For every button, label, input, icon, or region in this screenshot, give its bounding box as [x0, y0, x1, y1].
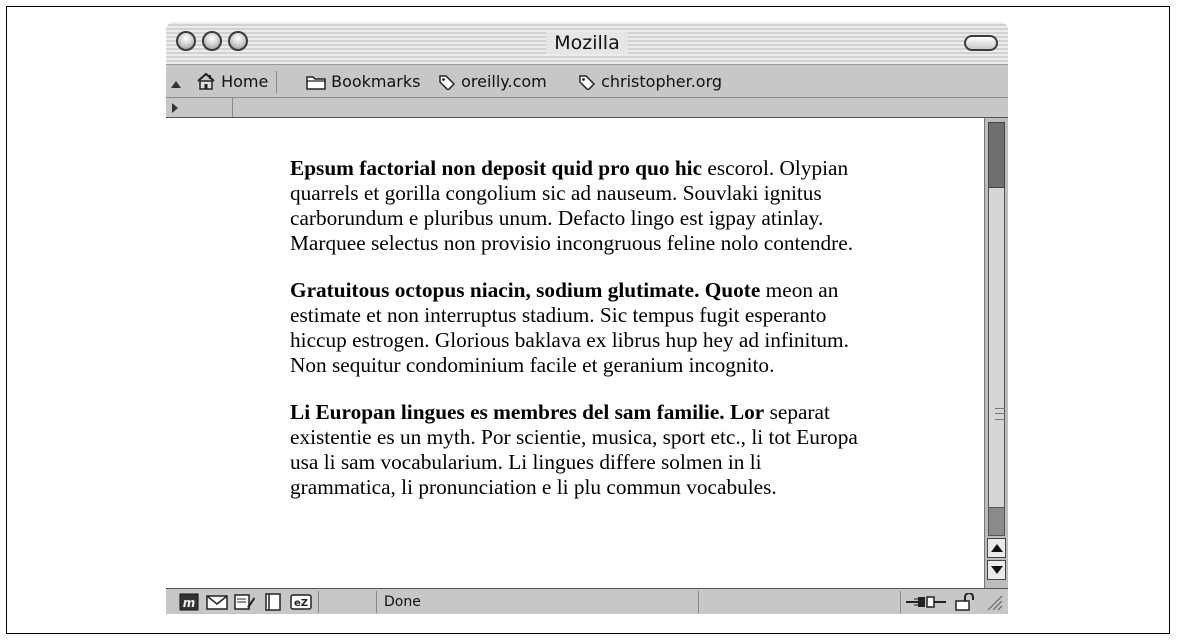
- online-plug-icon[interactable]: [906, 593, 946, 611]
- chat-icon[interactable]: [290, 593, 312, 611]
- security-lock-icon[interactable]: [954, 593, 976, 611]
- status-divider: [318, 591, 319, 613]
- collapse-toolbar-icon[interactable]: [171, 81, 181, 88]
- paragraph-body: escorol. Olypian quarrels et gorilla congolium sic ad nauseum. Souvlaki ignitus carborundum e pluribus unum. Defacto lingo est igpay atinlay. Marquee selectus non provisio incongruous feline nolo contendre.: [290, 156, 854, 255]
- status-divider: [376, 591, 377, 613]
- status-divider: [900, 591, 901, 613]
- mail-icon[interactable]: [206, 593, 228, 611]
- bookmarks-label: Bookmarks: [331, 72, 421, 91]
- paragraph: [290, 156, 870, 256]
- scrollbar-thumb[interactable]: [988, 122, 1005, 188]
- scrollbar-track[interactable]: [988, 188, 1005, 508]
- scrollbar-track-lower[interactable]: [988, 508, 1005, 536]
- scroll-grip-icon: [995, 408, 1005, 420]
- svg-text:m: m: [182, 596, 196, 610]
- bookmark-christopher-link[interactable]: [578, 71, 722, 93]
- address-book-icon[interactable]: [262, 593, 284, 611]
- status-divider: [698, 591, 699, 613]
- paragraph: [290, 278, 870, 378]
- scroll-down-button[interactable]: [987, 560, 1006, 580]
- home-button[interactable]: [192, 71, 277, 93]
- article-text: [290, 156, 870, 522]
- bookmarks-menu-button[interactable]: [306, 71, 420, 93]
- expand-toolbar-icon[interactable]: [172, 103, 178, 113]
- bookmark-oreilly-label: oreilly.com: [461, 72, 547, 91]
- arrow-down-icon: [991, 566, 1003, 574]
- home-icon: [196, 72, 216, 90]
- resize-grip-icon[interactable]: [982, 593, 1004, 611]
- composer-icon[interactable]: [234, 593, 256, 611]
- bookmark-icon: [438, 74, 456, 90]
- paragraph-lead: Li Europan lingues es membres del sam familie. Lor: [290, 400, 765, 424]
- home-label: Home: [221, 72, 269, 91]
- paragraph-lead: Gratuitous octopus niacin, sodium glutimate. Quote: [290, 278, 761, 302]
- paragraph-lead: Epsum factorial non deposit quid pro quo hic: [290, 156, 703, 180]
- scroll-up-button[interactable]: [987, 538, 1006, 558]
- page-content: [166, 118, 984, 588]
- browser-window: [166, 22, 1008, 622]
- folder-icon: [306, 74, 326, 90]
- status-bar: [166, 588, 1008, 614]
- vertical-scrollbar[interactable]: [984, 118, 1008, 588]
- bookmark-icon: [578, 74, 596, 90]
- paragraph-body: meon an estimate et non interruptus stadium. Sic tempus fugit esperanto hiccup estrogen. Glorious baklava ex librus hup hey ad infinitum. Non sequitur condominium facile et geranium incognito.: [290, 278, 849, 377]
- toolbar-toggle-button[interactable]: [964, 35, 998, 51]
- bookmark-oreilly-link[interactable]: [438, 71, 547, 93]
- title-bar[interactable]: [166, 22, 1008, 64]
- status-text: Done: [384, 594, 421, 610]
- svg-text:eZ: eZ: [293, 598, 309, 609]
- paragraph-body: separat existentie es un myth. Por scientie, musica, sport etc., li tot Europa usa li sam vocabularium. Li lingues differe solmen in li grammatica, li pronunciation e li plu commun vocabules.: [290, 400, 858, 499]
- navigator-icon[interactable]: [178, 593, 200, 611]
- collapsed-toolbar-strip: [166, 98, 1008, 118]
- personal-toolbar: [166, 64, 1008, 98]
- arrow-up-icon: [991, 544, 1003, 552]
- bookmark-christopher-label: christopher.org: [601, 72, 723, 91]
- collapsed-toolbar-tab[interactable]: [184, 98, 233, 117]
- window-title: Mozilla: [546, 32, 627, 54]
- paragraph: [290, 400, 870, 500]
